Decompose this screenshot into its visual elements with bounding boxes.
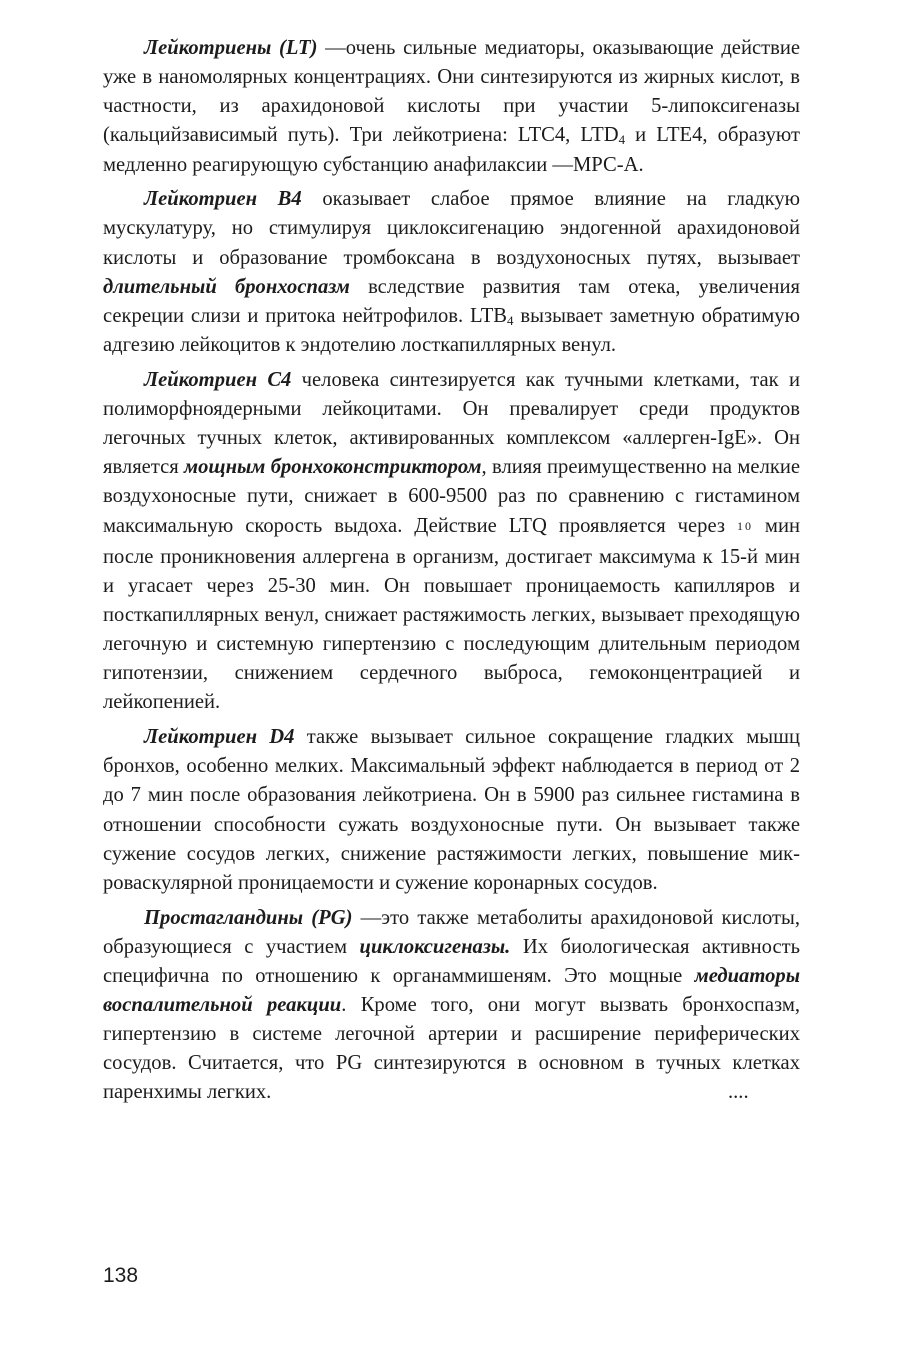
subscript: 4 <box>618 132 626 148</box>
body-text: —это также метаболиты арахидоновой кислоты, образующиеся с участием <box>103 906 800 958</box>
term-heading: Лейкотриен D4 <box>144 726 295 749</box>
body-text: Их биологическая активность специфична по отношению к органаммишеням. Это мощные <box>103 935 800 987</box>
trailing-dots: .... <box>728 1081 749 1104</box>
paragraph-leukotriene-d4 <box>103 723 800 898</box>
body-text: также вызывает сильное сокращение гладких мышц бронхов, особенно мелких. Максимальный эффект наблюдается в период от 2 до 7 мин после образования лейкотриена. Он в 5900 раз сильнее гистамина в отношении способности сужать воздухоносные пути. Он вызывает также сужение сосудов легких, снижение растяжимости легких, повышение микроваскулярной проницаемости и сужение коронарных сосудов. <box>103 726 800 894</box>
paragraph-prostaglandins <box>103 904 800 1108</box>
term-heading: Простагландины (PG) <box>144 906 353 929</box>
paragraph-leukotriene-b4 <box>103 185 800 360</box>
emphasized-text: длительный бронхоспазм <box>103 275 350 298</box>
body-text: оказывает слабое прямое влияние на гладкую мускулатуру, но стимулируя циклоксигенацию эндогенной арахидоновой кислоты и образование тромбоксана в воздухоносных путях, вызывает <box>103 188 801 269</box>
body-text: и LTE4, образуют медленно реагирующую субстанцию анафилаксии —МРС-А. <box>103 124 800 176</box>
body-text: вызывает заметную обратимую адгезию лейкоцитов к эндотелию лосткапиллярных венул. <box>103 304 800 357</box>
subscript: 4 <box>507 312 514 328</box>
term-heading: Лейкотриены (LT) <box>144 37 318 59</box>
page-body <box>103 34 800 1113</box>
paragraph-leukotrienes <box>103 34 800 180</box>
emphasized-text: медиаторы воспалительной реакции <box>103 964 800 1016</box>
term-heading: Лейкотриен В4 <box>144 188 302 211</box>
small-number: 10 <box>736 518 753 533</box>
body-text: —очень сильные медиаторы, оказывающие действие уже в наномолярных концентрациях. Они синтезируются из жирных кислот, в частности, из арахидоновой кислоты при участии 5-липоксигеназы (кальцийзависимый путь). Три лейкотриена: LTC4, LTD <box>103 37 800 147</box>
body-text: , влияя преимущественно на мелкие воздухоносные пути, снижает в 600-9500 раз по сравнению с гистамином максимальную скорость выдоха. Действие LTQ проявляется через <box>103 456 801 537</box>
term-heading: Лейкотриен С4 <box>144 368 292 391</box>
body-text: человека синтезируется как тучными клетками, так и полиморфноядерными лейкоцитами. Он превалирует среди продуктов легочных тучных клеток, активированных комплексом «аллерген-IgE». Он является <box>103 368 800 479</box>
body-text: мин после проникновения аллергена в организм, достигает максимума к 15-й мин и угасает через 25-30 мин. Он повышает проницаемость капилляров и посткапиллярных венул, снижает растяжимость легких, вызывает преходящую легочную и системную гипертензию с последующим длительным периодом гипотензии, снижением сердечного выброса, гемоконцентрацией и лейкопенией. <box>103 514 800 714</box>
body-text: . Кроме того, они могут вызвать бронхоспазм, гипертензию в системе легочной артерии и расширение периферических сосудов. Считается, что PG синтезируются в основном в тучных клетках паренхимы легких. <box>103 994 800 1104</box>
emphasized-text: мощным бронхоконстриктором <box>184 456 482 479</box>
emphasized-text: циклоксигеназы. <box>359 935 511 958</box>
body-text: вследствие развития там отека, увеличения секреции слизи и притока нейтрофилов. LTB <box>103 275 800 327</box>
page-number: 138 <box>103 1264 139 1287</box>
paragraph-leukotriene-c4 <box>103 366 800 718</box>
